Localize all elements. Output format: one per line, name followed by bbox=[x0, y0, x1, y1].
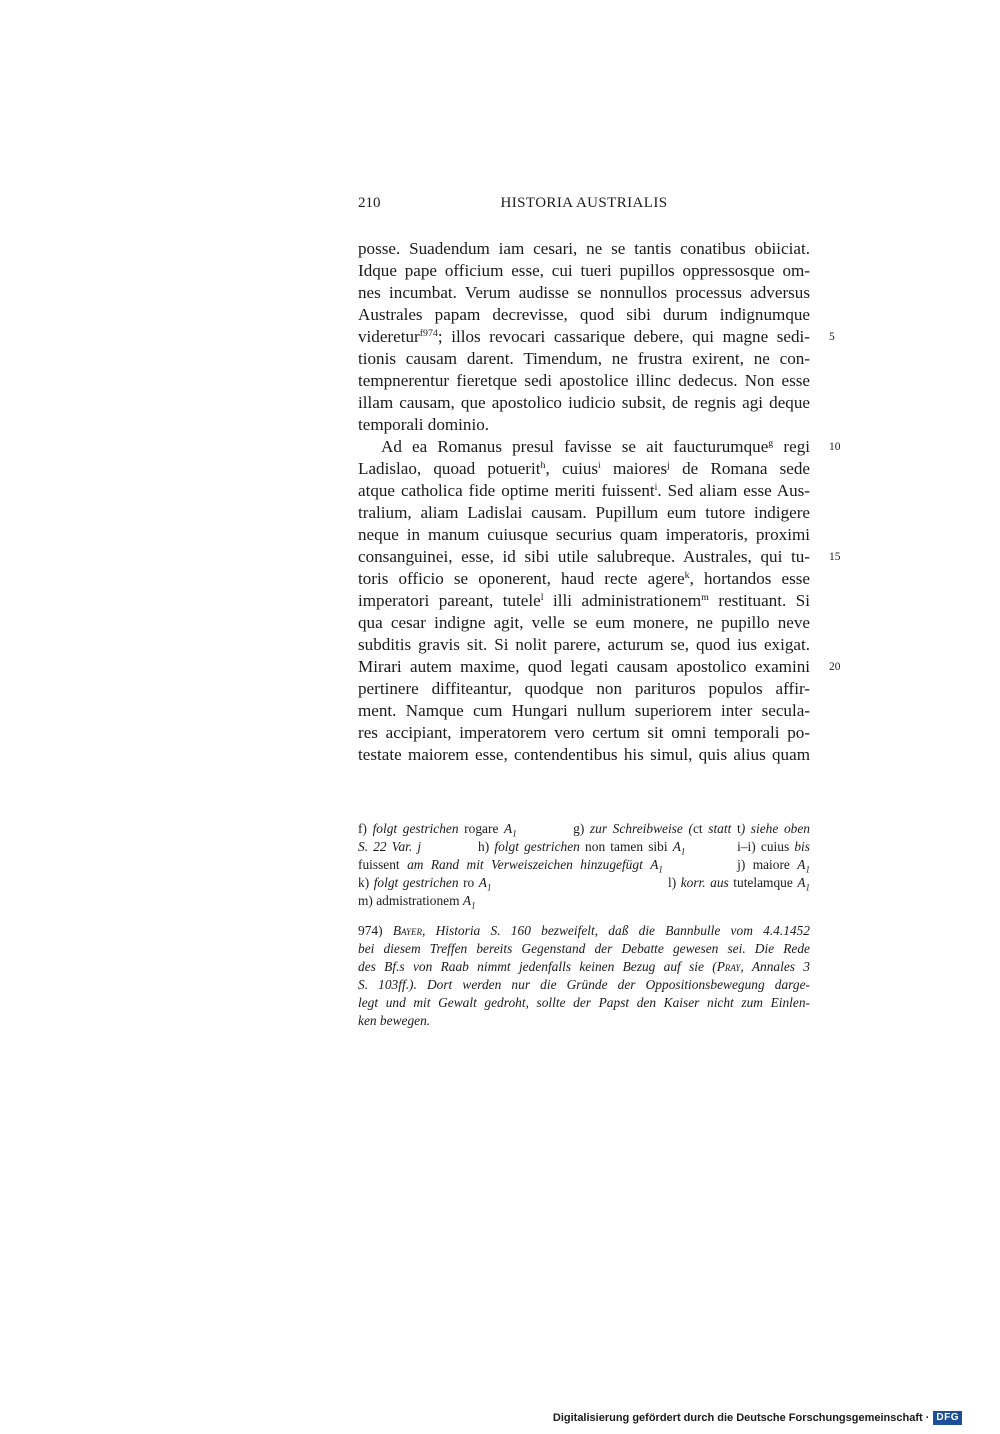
text-line: testate maiorem esse, contendentibus his simul, quis alius quam bbox=[358, 745, 810, 764]
commentary-line bbox=[358, 922, 810, 940]
manuscript-siglum: A bbox=[797, 875, 806, 890]
text-line: res accipiant, imperatorem vero certum sit omni temporali po- bbox=[358, 723, 810, 742]
apparatus-italic: ) siehe oben bbox=[740, 821, 810, 836]
text-line: nes incumbat. Verum audisse se nonnullos processus adversus bbox=[358, 283, 810, 302]
manuscript-siglum-index: 1 bbox=[658, 864, 663, 875]
apparatus-italic: am Rand mit Verweiszeichen hinzugefügt bbox=[407, 857, 643, 872]
text-segment: consanguinei, esse, id sibi utile salubreque. Australes, qui tu- bbox=[358, 547, 810, 566]
commentary-note bbox=[358, 922, 810, 1030]
text-line: tempnerentur fieretque sedi apostolice illinc dedecus. Non esse bbox=[358, 371, 810, 390]
footnote-marker: k bbox=[684, 569, 690, 581]
note-number: 974) bbox=[358, 923, 393, 938]
commentary-text: des Bf.s von Raab nimmt jedenfalls keinen Bezug auf sie ( bbox=[358, 959, 717, 974]
text-segment: toris officio se oponerent, haud recte agere bbox=[358, 569, 685, 588]
text-line bbox=[358, 326, 835, 348]
footnote-marker: g bbox=[768, 437, 774, 449]
commentary-line: legt und mit Gewalt gedroht, sollte der Papst den Kaiser nicht zum Einlen- bbox=[358, 995, 810, 1010]
apparatus-italic: statt bbox=[702, 821, 737, 836]
footnote-marker: j bbox=[667, 459, 670, 471]
commentary-text: , Annales 3 bbox=[740, 959, 810, 974]
text-segment: Ad ea Romanus presul favisse se ait faucturumque bbox=[381, 437, 769, 456]
text-segment: , cuius bbox=[545, 459, 599, 478]
footnote-marker: l bbox=[540, 591, 544, 603]
footnote-marker: i bbox=[598, 459, 601, 471]
commentary-line: bei diesem Treffen bereits Gegenstand der Debatte gewesen sei. Die Rede bbox=[358, 941, 810, 956]
apparatus-line bbox=[358, 892, 810, 910]
manuscript-siglum: A bbox=[672, 839, 681, 854]
footnote-marker: m bbox=[701, 591, 709, 603]
apparatus-italic: folgt gestrichen bbox=[494, 839, 580, 854]
apparatus-italic: S. 22 Var. j bbox=[358, 839, 422, 854]
apparatus-line bbox=[358, 856, 810, 874]
text-line bbox=[358, 568, 810, 590]
line-number: 5 bbox=[829, 331, 835, 343]
apparatus-text: rogare bbox=[458, 821, 505, 836]
text-line: pertinere diffiteantur, quodque non parituros populos affir- bbox=[358, 679, 810, 698]
manuscript-siglum: A bbox=[462, 893, 472, 908]
text-line: subditis gravis sit. Si nolit parere, acturum se, quod ius exigat. bbox=[358, 635, 810, 654]
apparatus-text: fuissent bbox=[358, 857, 408, 872]
text-line: temporali dominio. bbox=[358, 415, 490, 434]
apparatus-text: l) bbox=[667, 875, 681, 890]
manuscript-siglum-index: 1 bbox=[486, 882, 492, 893]
line-number: 10 bbox=[829, 441, 841, 453]
text-segment: regi bbox=[773, 437, 810, 456]
apparatus-text: f) bbox=[358, 821, 373, 836]
manuscript-siglum-index: 1 bbox=[805, 882, 810, 893]
dfg-logo-icon: DFG bbox=[933, 1411, 962, 1425]
text-segment: videretur bbox=[358, 327, 420, 346]
apparatus-text: m) admistrationem bbox=[358, 893, 463, 908]
apparatus-text: non tamen sibi bbox=[579, 839, 673, 854]
apparatus-italic: bis bbox=[794, 839, 810, 854]
text-segment: . Sed aliam esse Aus- bbox=[657, 481, 810, 500]
commentary-text: , Historia S. 160 bezweifelt, daß die Bannbulle vom 4.4.1452 bbox=[422, 923, 810, 938]
apparatus-text: i–i) cuius bbox=[737, 839, 795, 854]
apparatus-line bbox=[358, 820, 810, 838]
manuscript-siglum-index: 1 bbox=[680, 846, 686, 857]
author-name: Bayer bbox=[392, 923, 422, 938]
footnote-marker: i bbox=[654, 481, 658, 493]
text-segment: illi administrationem bbox=[543, 591, 702, 610]
manuscript-siglum: A bbox=[650, 857, 659, 872]
text-line: illam causam, que apostolico iudicio subsit, de regnis agi deque bbox=[358, 393, 810, 412]
text-line bbox=[358, 546, 841, 568]
apparatus-text: g) bbox=[573, 821, 590, 836]
line-number: 20 bbox=[829, 661, 841, 673]
manuscript-siglum: A bbox=[478, 875, 487, 890]
text-line: neque in manum cuiusque securius quam imperatoris, proximi bbox=[358, 525, 810, 544]
manuscript-siglum: A bbox=[797, 857, 806, 872]
apparatus-italic: zur Schreibweise ( bbox=[589, 821, 693, 836]
apparatus-text: k) bbox=[358, 875, 374, 890]
text-segment: maiores bbox=[600, 459, 668, 478]
running-header bbox=[358, 192, 810, 214]
text-line: qua cesar indigne agit, velle se eum monere, ne pupillo neve bbox=[358, 613, 810, 632]
apparatus-text: ct bbox=[692, 821, 703, 836]
manuscript-siglum-index: 1 bbox=[471, 900, 476, 911]
text-segment: atque catholica fide optime meriti fuissent bbox=[358, 481, 655, 500]
main-text bbox=[358, 238, 841, 766]
apparatus-text: j) maiore bbox=[737, 857, 798, 872]
text-line: Australes papam decrevisse, quod sibi durum indignumque bbox=[358, 305, 810, 324]
footnote-marker: f974 bbox=[419, 327, 438, 339]
text-segment: de Romana sede bbox=[669, 459, 810, 478]
apparatus-text: ro bbox=[458, 875, 479, 890]
apparatus-line bbox=[358, 838, 810, 856]
text-segment: restituant. Si bbox=[708, 591, 810, 610]
commentary-line: S. 103ff.). Dort werden nur die Gründe der Oppositionsbewegung darge- bbox=[358, 977, 810, 992]
text-line: tralium, aliam Ladislai causam. Pupillum eum tutore indigere bbox=[358, 503, 810, 522]
text-line bbox=[358, 458, 810, 480]
text-line: Idque pape officium esse, cui tueri pupillos oppressosque om- bbox=[358, 261, 810, 280]
manuscript-siglum: A bbox=[504, 821, 513, 836]
apparatus-italic: korr. aus bbox=[680, 875, 729, 890]
text-line bbox=[358, 590, 810, 612]
commentary-line: ken bewegen. bbox=[358, 1013, 431, 1028]
text-line: tionis causam darent. Timendum, ne frustra exirent, ne con- bbox=[358, 349, 810, 368]
text-line: posse. Suadendum iam cesari, ne se tantis conatibus obiiciat. bbox=[358, 239, 810, 258]
text-line bbox=[358, 480, 810, 502]
text-line bbox=[358, 436, 841, 458]
commentary-line bbox=[358, 958, 810, 976]
apparatus-text: h) bbox=[478, 839, 495, 854]
apparatus-italic: folgt gestrichen bbox=[372, 821, 459, 836]
text-segment: , hortandos esse bbox=[689, 569, 810, 588]
apparatus-text: t bbox=[736, 821, 741, 836]
footnote-marker: h bbox=[540, 459, 546, 471]
text-segment: imperatori pareant, tutele bbox=[358, 591, 541, 610]
line-number: 15 bbox=[829, 551, 841, 563]
text-segment: Ladislao, quoad potuerit bbox=[358, 459, 541, 478]
critical-apparatus bbox=[358, 820, 810, 910]
text-line: ment. Namque cum Hungari nullum superiorem inter secula- bbox=[358, 701, 810, 720]
apparatus-italic: folgt gestrichen bbox=[373, 875, 459, 890]
apparatus-line bbox=[358, 874, 810, 892]
text-segment: Mirari autem maxime, quod legati causam apostolico examini bbox=[358, 657, 810, 676]
text-segment: ; illos revocari cassarique debere, qui magne sedi- bbox=[437, 327, 810, 346]
running-title: HISTORIA AUSTRIALIS bbox=[500, 195, 668, 211]
page-number: 210 bbox=[358, 195, 381, 211]
author-name: Pray bbox=[716, 959, 741, 974]
text-line bbox=[358, 656, 841, 678]
manuscript-siglum-index: 1 bbox=[805, 864, 810, 875]
manuscript-siglum-index: 1 bbox=[512, 828, 517, 839]
apparatus-text: tutelamque bbox=[728, 875, 798, 890]
funding-note: Digitalisierung gefördert durch die Deutsche Forschungsgemeinschaft · bbox=[552, 1412, 930, 1424]
funding-footer bbox=[553, 1410, 962, 1426]
